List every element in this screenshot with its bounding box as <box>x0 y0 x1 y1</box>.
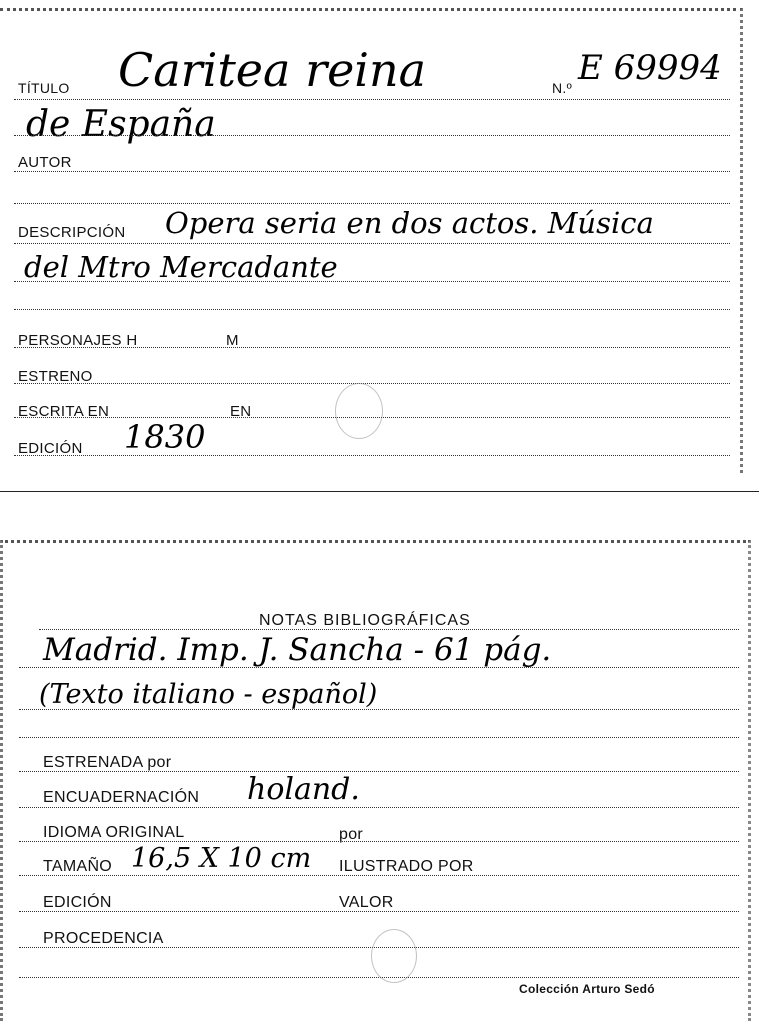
numero-label: N.º <box>552 80 573 96</box>
coleccion-label: Colección Arturo Sedó <box>519 982 655 996</box>
autor-rule <box>14 171 730 172</box>
titulo-value-line2: de España <box>26 104 216 145</box>
notas-line2: (Texto italiano - español) <box>39 679 378 710</box>
descripcion-label: DESCRIPCIÓN <box>18 224 126 241</box>
notas-rule-3 <box>19 709 739 710</box>
valor-label: VALOR <box>339 894 394 911</box>
edicion-back-label: EDICIÓN <box>43 894 112 911</box>
edicion-rule <box>14 455 730 456</box>
estrenada-label: ESTRENADA por <box>43 754 172 771</box>
descripcion-value-line1: Opera seria en dos actos. Música <box>165 206 654 240</box>
descripcion-rule-2 <box>14 281 730 282</box>
titulo-rule <box>14 99 730 100</box>
titulo-label: TÍTULO <box>18 80 70 96</box>
notas-line1: Madrid. Imp. J. Sancha - 61 pág. <box>43 632 552 668</box>
autor-rule-2 <box>14 203 730 204</box>
escrita-label: ESCRITA EN <box>18 403 110 420</box>
notas-heading: NOTAS BIBLIOGRÁFICAS <box>259 612 471 629</box>
descripcion-rule <box>14 243 730 244</box>
idioma-label: IDIOMA ORIGINAL <box>43 824 185 841</box>
notas-rule-1 <box>39 629 739 630</box>
stamp-impression-back <box>371 929 417 983</box>
titulo-rule-2 <box>14 135 730 136</box>
por-label: por <box>339 826 364 843</box>
personajes-rule <box>14 347 730 348</box>
numero-value: E 69994 <box>578 48 722 88</box>
tamano-rule <box>19 875 739 876</box>
tamano-label: TAMAÑO <box>43 858 113 875</box>
titulo-value-line1: Caritea reina <box>118 43 427 97</box>
personajes-label: PERSONAJES H <box>18 332 138 349</box>
ilustrado-label: ILUSTRADO POR <box>339 858 474 875</box>
idioma-rule <box>19 841 739 842</box>
descripcion-rule-3 <box>14 309 730 310</box>
stamp-impression <box>335 383 383 439</box>
procedencia-label: PROCEDENCIA <box>43 930 164 947</box>
catalog-card-front <box>0 8 743 473</box>
edicion-back-rule <box>19 911 739 912</box>
estreno-label: ESTRENO <box>18 368 93 385</box>
card-separator <box>0 491 759 492</box>
notas-rule-4 <box>19 737 739 738</box>
en-label: EN <box>230 403 252 420</box>
notas-rule-2 <box>19 667 739 668</box>
autor-label: AUTOR <box>18 154 72 171</box>
catalog-card-back <box>0 540 751 1021</box>
edicion-label: EDICIÓN <box>18 440 83 457</box>
encuadernacion-value: holand. <box>247 772 360 807</box>
descripcion-value-line2: del Mtro Mercadante <box>24 250 338 284</box>
encuadernacion-label: ENCUADERNACIÓN <box>43 789 200 806</box>
tamano-value: 16,5 X 10 cm <box>131 843 312 874</box>
personajes-m-label: M <box>226 332 239 349</box>
edicion-value: 1830 <box>124 418 206 456</box>
estrenada-rule <box>19 771 739 772</box>
estreno-rule <box>14 383 730 384</box>
encuadernacion-rule <box>19 807 739 808</box>
